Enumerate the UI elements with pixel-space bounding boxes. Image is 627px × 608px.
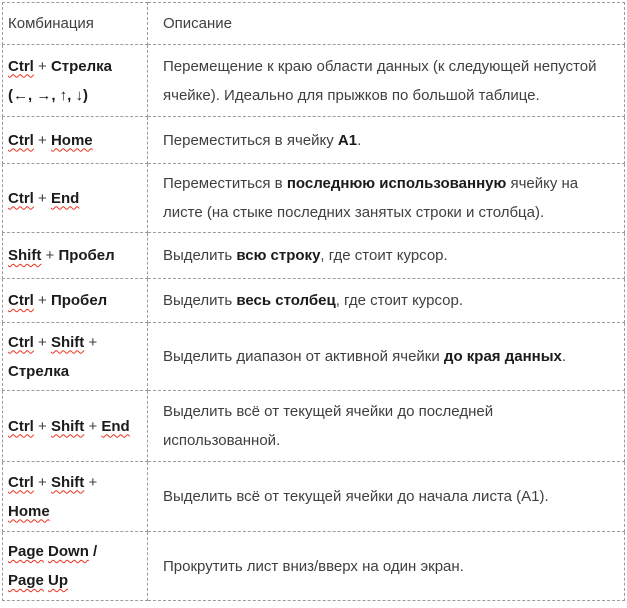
text-run: / (88, 543, 98, 560)
key-text: Ctrl (8, 417, 34, 435)
text-run: , где стоит курсор. (320, 247, 448, 264)
text-run: + (33, 417, 51, 435)
shortcut-cell (3, 279, 148, 323)
key-text: Ctrl (8, 333, 34, 351)
text-run: + (33, 333, 51, 351)
key-text: Shift (8, 247, 42, 264)
text-run: до края данных (443, 348, 562, 365)
description-cell (148, 323, 625, 391)
key-text: Shift (50, 333, 85, 351)
key-text: End (101, 417, 130, 435)
text-run: . (561, 348, 567, 365)
text-run: всю строку (236, 247, 321, 264)
key-text: Ctrl (8, 473, 34, 491)
key-text: Shift (50, 473, 85, 491)
shortcut-cell (3, 323, 148, 391)
text-run: + (84, 473, 98, 491)
shortcut-cell (3, 391, 148, 462)
row-ctrl-home (3, 117, 625, 164)
key-text: Down (48, 543, 89, 560)
text-run: ячейку на листе (на стыке последних занятых строки и столбца). (163, 175, 579, 221)
shortcut-cell (3, 462, 148, 532)
key-text: Home (8, 502, 50, 520)
text-run: Выделить диапазон от активной ячейки (163, 348, 444, 365)
text-run: + (33, 292, 51, 309)
header-description: Описание (148, 3, 625, 45)
key-text: Page (8, 543, 44, 560)
shortcut-cell (3, 233, 148, 279)
text-run: Переместиться в ячейку (163, 131, 338, 149)
description-cell (148, 45, 625, 117)
text-run: весь столбец (236, 292, 336, 309)
text-run: Прокрутить лист вниз/вверх на один экран. (163, 557, 464, 575)
text-run: + (84, 333, 98, 351)
text-run: Выделить всё от текущей ячейки до начала листа (A1). (163, 488, 549, 505)
row-ctrl-shift-home (3, 462, 625, 532)
shortcut-cell (3, 532, 148, 601)
key-text: End (50, 189, 80, 207)
row-shift-space (3, 233, 625, 279)
row-ctrl-shift-arrow (3, 323, 625, 391)
row-ctrl-shift-end (3, 391, 625, 462)
description-cell (148, 462, 625, 532)
text-run: (←, →, ↑, ↓) (8, 86, 88, 104)
text-run: + (33, 57, 51, 75)
description-cell (148, 117, 625, 164)
text-run: , где стоит курсор. (335, 292, 463, 309)
text-run: Перемещение к краю области данных (к следующей непустой ячейке). Идеально для прыжков по большой таблице. (163, 57, 597, 104)
description-cell (148, 391, 625, 462)
text-run: A1 (337, 131, 358, 149)
shortcut-cell (3, 117, 148, 164)
description-cell (148, 233, 625, 279)
key-text: Shift (50, 417, 85, 435)
text-run: Выделить (163, 292, 237, 309)
text-run: + (84, 417, 102, 435)
shortcuts-table (2, 2, 625, 601)
text-run: Пробел (58, 247, 115, 264)
text-run: Стрелка (8, 362, 70, 380)
shortcut-cell (3, 45, 148, 117)
text-run: Стрелка (50, 57, 113, 75)
key-text: Home (50, 131, 93, 149)
row-ctrl-arrow (3, 45, 625, 117)
description-cell (148, 164, 625, 233)
key-text: Ctrl (8, 292, 34, 309)
text-run: Выделить (163, 247, 237, 264)
description-cell (148, 532, 625, 601)
text-run: + (33, 131, 51, 149)
row-pagedown-pageup (3, 532, 625, 601)
header-combination: Комбинация (3, 3, 148, 45)
key-text: Ctrl (8, 189, 34, 207)
text-run: + (41, 247, 59, 264)
text-run: Пробел (50, 292, 108, 309)
text-run: Переместиться в (163, 175, 287, 192)
table-header-row (3, 3, 625, 45)
text-run: . (357, 131, 362, 149)
row-ctrl-space (3, 279, 625, 323)
text-run: + (33, 189, 51, 207)
key-text: Up (48, 572, 69, 589)
key-text: Ctrl (8, 57, 34, 75)
text-run: Выделить всё от текущей ячейки до последней использованной. (163, 403, 494, 449)
description-cell (148, 279, 625, 323)
key-text: Page (8, 572, 44, 589)
row-ctrl-end (3, 164, 625, 233)
text-run: последнюю использованную (286, 175, 507, 192)
shortcut-cell (3, 164, 148, 233)
text-run: + (33, 473, 51, 491)
key-text: Ctrl (8, 131, 34, 149)
